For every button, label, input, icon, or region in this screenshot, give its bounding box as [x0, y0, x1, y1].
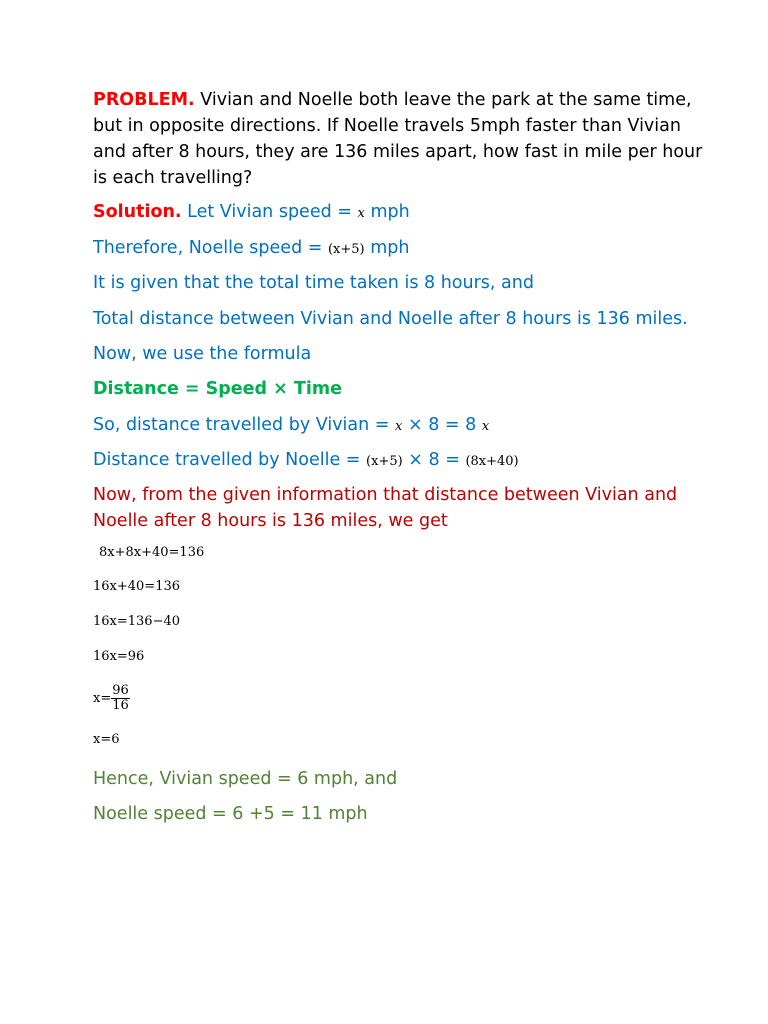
use-formula-line: Now, we use the formula — [93, 344, 312, 364]
solution-let-line — [93, 199, 410, 227]
noelle-result: (8x+40) — [465, 454, 519, 469]
equation-5 — [93, 684, 130, 713]
problem-line-4: is each travelling? — [93, 168, 253, 188]
equation-1: 8x+8x+40=136 — [99, 545, 205, 560]
let-variable: x — [357, 206, 365, 221]
vivian-distance-line — [93, 412, 489, 440]
noelle-expression: (x+5) — [366, 454, 403, 469]
fraction-numerator: 96 — [112, 683, 129, 698]
equation-4: 16x=96 — [93, 649, 145, 664]
given-distance-line: Total distance between Vivian and Noelle after 8 hours is 136 miles. — [93, 309, 688, 329]
equation-5-lhs: x= — [93, 691, 112, 706]
conclusion-line-1: Hence, Vivian speed = 6 mph, and — [93, 769, 398, 789]
fraction-denominator: 16 — [112, 698, 129, 713]
equation-2: 16x+40=136 — [93, 579, 181, 594]
let-text: Let Vivian speed = — [187, 202, 352, 222]
noelle-mid: × 8 = — [408, 450, 460, 470]
conclusion-line-2: Noelle speed = 6 +5 = 11 mph — [93, 804, 368, 824]
formula-line: Distance = Speed × Time — [93, 379, 342, 399]
now-line-2: Noelle after 8 hours is 136 miles, we get — [93, 511, 448, 531]
problem-line-2: but in opposite directions. If Noelle travels 5mph faster than Vivian — [93, 116, 681, 136]
problem-text-1: Vivian and Noelle both leave the park at the same time, — [200, 90, 692, 110]
noelle-text: Distance travelled by Noelle = — [93, 450, 361, 470]
therefore-unit: mph — [370, 238, 410, 258]
vivian-variable-2: x — [481, 419, 490, 434]
vivian-mid: × 8 = 8 — [407, 415, 477, 435]
therefore-text: Therefore, Noelle speed = — [93, 238, 323, 258]
noelle-distance-line — [93, 447, 519, 475]
solution-label: Solution. — [93, 202, 182, 222]
equation-3: 16x=136−40 — [93, 614, 181, 629]
now-line-1: Now, from the given information that distance between Vivian and — [93, 485, 678, 505]
problem-label: PROBLEM. — [93, 90, 195, 110]
let-unit: mph — [370, 202, 410, 222]
therefore-line — [93, 235, 409, 263]
problem-line-1 — [93, 87, 692, 113]
problem-line-3: and after 8 hours, they are 136 miles apart, how fast in mile per hour — [93, 142, 703, 162]
vivian-text: So, distance travelled by Vivian = — [93, 415, 390, 435]
therefore-expression: (x+5) — [327, 242, 365, 257]
vivian-variable: x — [395, 419, 403, 434]
equation-6: x=6 — [93, 732, 120, 747]
given-time-line: It is given that the total time taken is 8 hours, and — [93, 273, 534, 293]
fraction — [111, 684, 130, 713]
